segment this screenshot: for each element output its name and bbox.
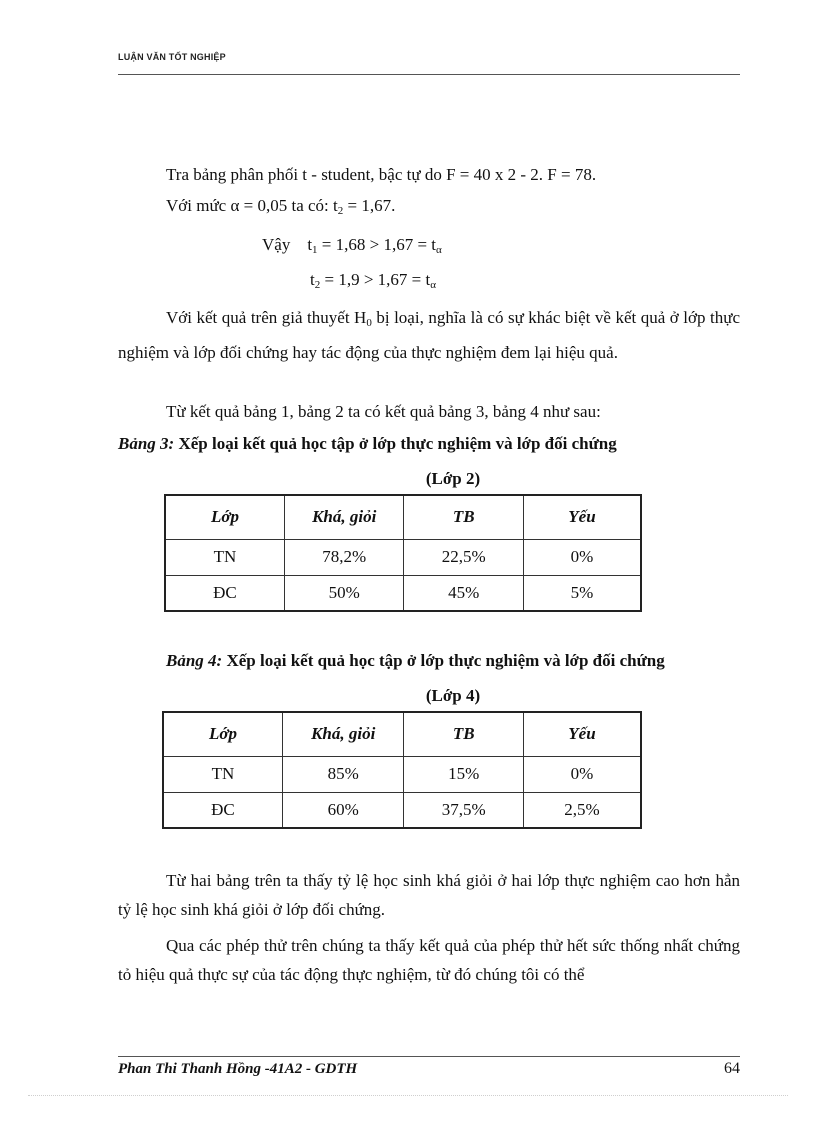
paragraph-hypothesis: Với kết quả trên giả thuyết $H_0$ bị loại, nghĩa là có sự khác biệt về kết quả ở lớp thực nghiệm và lớp đối chứng hay tác động của thực nghiệm đem lại hiệu quả. — [118, 308, 740, 362]
table-cell: TN — [165, 539, 284, 575]
paragraph-comparison: Từ hai bảng trên ta thấy tỷ lệ học sinh khá giỏi ở hai lớp thực nghiệm cao hơn hẳn tỷ lệ học sinh khá giỏi ở lớp đối chứng. — [118, 871, 740, 919]
table-cell: 15% — [404, 756, 524, 792]
table-row — [165, 575, 641, 611]
table3 — [164, 494, 642, 612]
running-header: LUẬN VĂN TỐT NGHIỆP — [118, 52, 226, 62]
table3-subtitle: (Lớp 2) — [425, 469, 481, 488]
paragraph-t-student: Tra bảng phân phối t - student, bậc tự do F = 40 x 2 - 2. F = 78. — [166, 165, 597, 184]
table-header-row — [165, 495, 641, 539]
table-row — [163, 792, 641, 828]
header-cell: Yếu — [523, 712, 641, 756]
paragraph-alpha: Với mức α = 0,05 ta có: $t_2 = 1,67$. — [166, 196, 396, 217]
header-cell: Yếu — [524, 495, 642, 539]
page-number: 64 — [724, 1060, 740, 1077]
header-cell: Lớp — [165, 495, 284, 539]
table-cell: 78,2% — [284, 539, 404, 575]
table3-caption: Bảng 3: Xếp loại kết quả học tập ở lớp thực nghiệm và lớp đối chứng — [118, 434, 617, 453]
header-cell: Lớp — [163, 712, 282, 756]
header-cell: TB — [404, 495, 524, 539]
paragraph-conclusion: Qua các phép thử trên chúng ta thấy kết quả của phép thử hết sức thống nhất chứng tỏ hiệu quả thực sự của tác động thực nghiệm, từ đó chúng tôi có thể — [118, 936, 740, 984]
table-header-row — [163, 712, 641, 756]
table4 — [162, 711, 642, 829]
table-cell: 37,5% — [404, 792, 524, 828]
table-cell: TN — [163, 756, 282, 792]
table-cell: 2,5% — [523, 792, 641, 828]
table4-subtitle: (Lớp 4) — [425, 686, 481, 705]
inequality-t1: Vậy $t_1 = 1,68 > 1,67 = t_\alpha$ — [262, 235, 442, 256]
table-cell: ĐC — [163, 792, 282, 828]
header-cell: TB — [404, 712, 524, 756]
table-cell: 22,5% — [404, 539, 524, 575]
table-cell: 5% — [524, 575, 642, 611]
footer-author: Phan Thi Thanh Hồng -41A2 - GDTH — [118, 1061, 358, 1077]
header-cell: Khá, giỏi — [284, 495, 404, 539]
table-row — [163, 756, 641, 792]
table-cell: 60% — [282, 792, 403, 828]
table-cell: 45% — [404, 575, 524, 611]
paragraph-intro-tables: Từ kết quả bảng 1, bảng 2 ta có kết quả bảng 3, bảng 4 như sau: — [166, 402, 601, 421]
page-bottom-dotted-line — [28, 1095, 788, 1096]
table-cell: 50% — [284, 575, 404, 611]
table-cell: 0% — [524, 539, 642, 575]
table4-caption: Bảng 4: Xếp loại kết quả học tập ở lớp thực nghiệm và lớp đối chứng — [166, 651, 665, 670]
table-cell: ĐC — [165, 575, 284, 611]
table-cell: 0% — [523, 756, 641, 792]
table-cell: 85% — [282, 756, 403, 792]
inequality-t2: $t_2 = 1,9 > 1,67 = t_\alpha$ — [310, 270, 436, 291]
header-divider — [118, 74, 740, 75]
header-cell: Khá, giỏi — [282, 712, 403, 756]
table-row — [165, 539, 641, 575]
footer-divider — [118, 1056, 740, 1057]
